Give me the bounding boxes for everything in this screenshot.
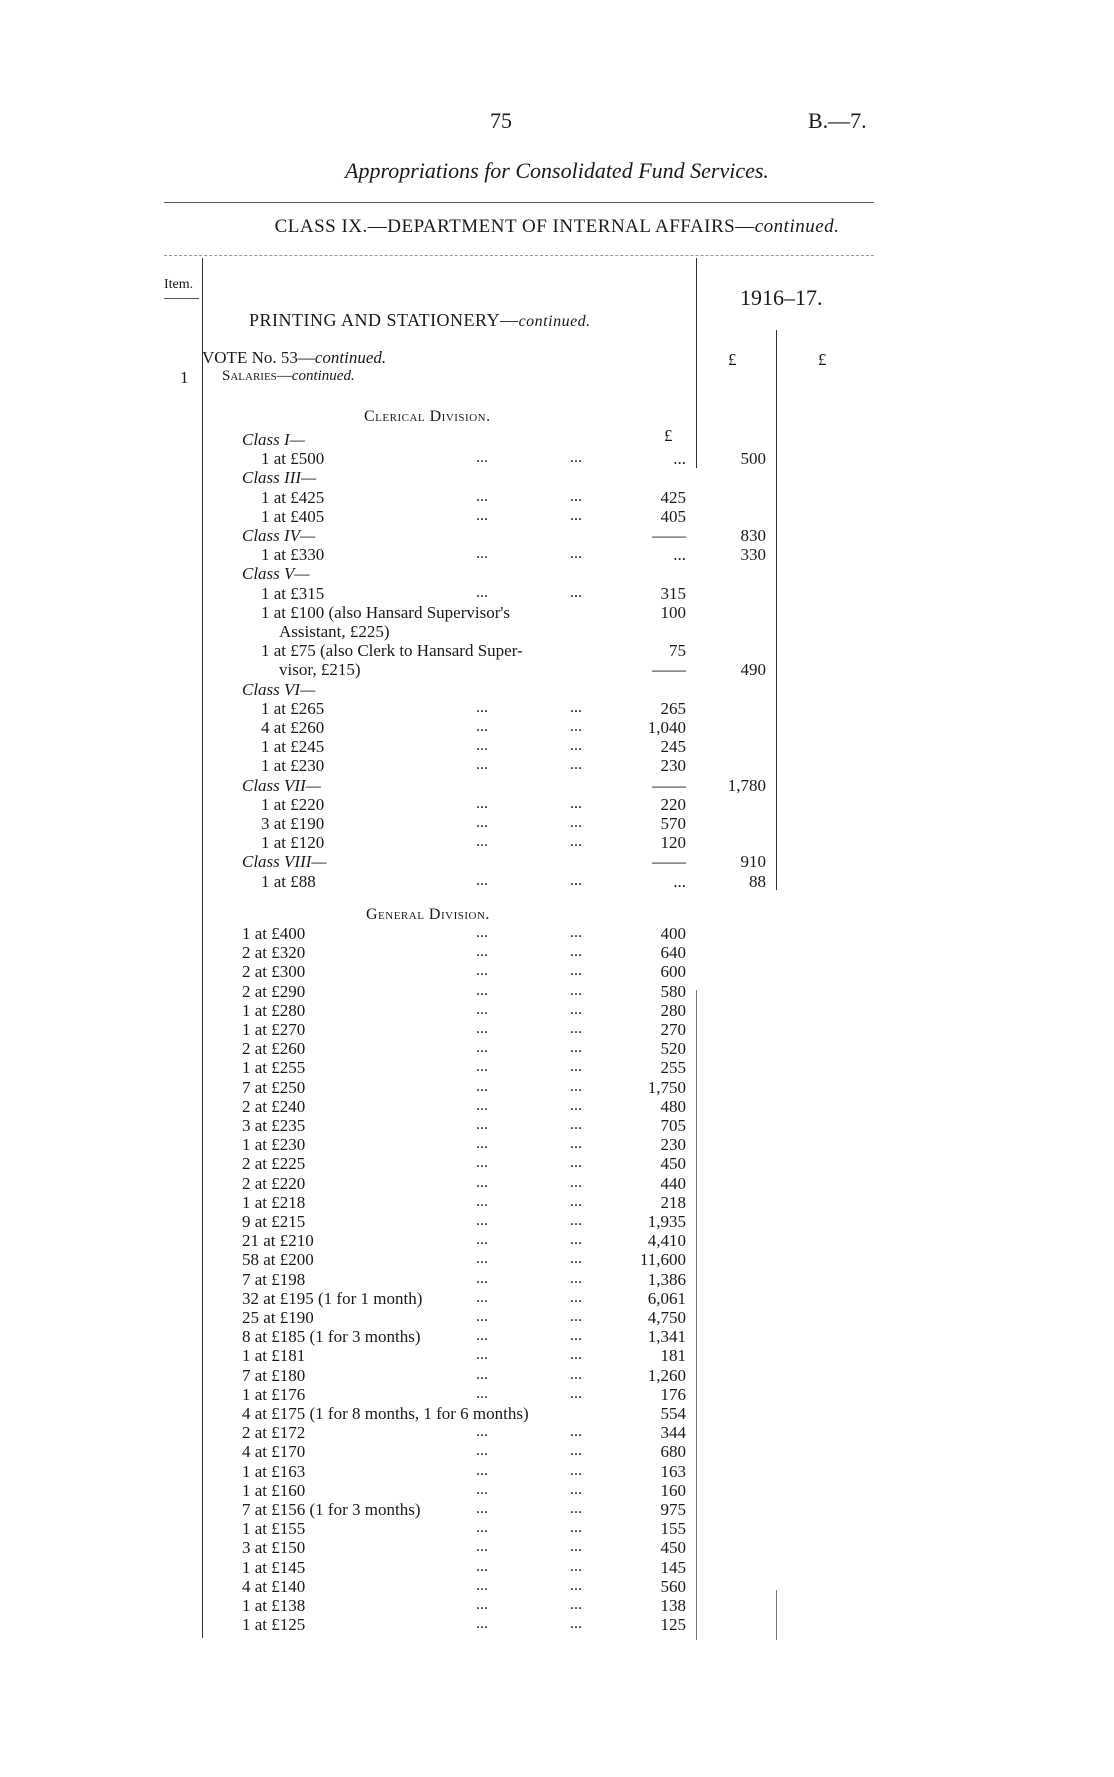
leader-dots: ... [476,1096,488,1114]
general-amount: 1,386 [647,1269,686,1289]
general-amount: 138 [660,1596,686,1615]
leader-dots: ... [570,1058,582,1076]
general-amount: 580 [660,981,686,1001]
clerical-subtotal: 330 [740,545,766,565]
leader-dots: ... [476,814,488,831]
leader-dots: ... [570,1327,582,1345]
vote-label-suffix: continued. [314,348,387,367]
clerical-division-title: Clerical Division. [364,408,491,425]
subheading-suffix: continued. [754,216,840,237]
leader-dots: ... [476,1327,488,1345]
leader-dots: ... [570,943,582,961]
general-row-label: 2 at £220 [242,1173,306,1193]
general-row-label: 8 at £185 (1 for 3 months) [242,1327,421,1347]
clerical-subtotal: 490 [740,660,766,680]
leader-dots: ... [476,449,488,467]
page-reference: B.—7. [808,108,867,133]
leader-dots: ... [476,1519,488,1537]
leader-dots: ... [476,1154,488,1172]
leader-dots: ... [476,1269,488,1287]
general-amount: 181 [660,1346,686,1366]
general-row-label: 1 at £181 [242,1346,306,1366]
clerical-amount: 1,040 [647,718,686,737]
section-title-main: PRINTING AND STATIONERY— [249,310,519,330]
general-row-label: 3 at £235 [242,1116,306,1135]
leader-dots: ... [476,487,488,505]
clerical-row-label: 1 at £75 (also Clerk to Hansard Super- [261,641,523,661]
clerical-subtotal: 500 [740,449,766,469]
general-amount: 270 [660,1020,686,1039]
general-row-label: 4 at £140 [242,1576,306,1596]
general-row-label: 2 at £240 [242,1096,306,1116]
general-row-label: 4 at £175 (1 for 8 months, 1 for 6 months) [242,1404,529,1423]
leader-dots: ... [570,1250,582,1268]
leader-dots: ... [570,1231,582,1249]
leader-dots: ... [570,871,582,889]
clerical-amount: ... [673,871,686,891]
leader-dots: ... [476,924,488,941]
leader-dots: ... [570,1423,582,1441]
clerical-amount: 405 [660,506,686,526]
general-amount: 450 [660,1538,686,1558]
clerical-row-label: 3 at £190 [261,814,325,833]
clerical-amount: —— [652,852,686,872]
leader-dots: ... [570,1346,582,1364]
general-amount: 1,750 [647,1077,686,1097]
clerical-row-label: Class III— [242,468,317,488]
item-header-rule [164,298,199,299]
clerical-row-label: 1 at £100 (also Hansard Supervisor's [261,602,511,622]
leader-dots: ... [476,1596,488,1613]
clerical-amount: —— [652,526,686,545]
general-row-label: 58 at £200 [242,1250,314,1270]
leader-dots: ... [476,506,488,524]
subheading-rule [164,255,874,256]
leader-dots: ... [570,756,582,774]
year-column-rule-lower [776,1590,777,1640]
general-amount: 560 [660,1576,686,1596]
leader-dots: ... [476,1423,488,1441]
general-amount: 176 [660,1384,686,1404]
leader-dots: ... [476,698,488,716]
general-row-label: 1 at £218 [242,1192,306,1212]
leader-dots: ... [570,1154,582,1172]
leader-dots: ... [570,981,582,999]
leader-dots: ... [570,698,582,716]
leader-dots: ... [476,1365,488,1383]
general-row-label: 1 at £270 [242,1020,306,1039]
clerical-row-label: Class VI— [242,679,316,699]
leader-dots: ... [476,1480,488,1498]
clerical-amount: 75 [669,641,686,661]
clerical-row-label: 1 at £265 [261,698,325,718]
clerical-amount: 425 [660,487,686,507]
leader-dots: ... [476,1135,488,1153]
leader-dots: ... [570,1442,582,1460]
general-row-label: 25 at £190 [242,1308,314,1327]
leader-dots: ... [570,1135,582,1153]
leader-dots: ... [476,1250,488,1268]
leader-dots: ... [476,1500,488,1517]
salaries-label-main: Salaries— [222,368,292,384]
clerical-amount: ... [673,449,686,469]
leader-dots: ... [570,1116,582,1133]
leader-dots: ... [476,981,488,999]
leader-dots: ... [476,545,488,563]
clerical-amount: 230 [660,756,686,776]
general-amount: 145 [660,1557,686,1577]
leader-dots: ... [476,871,488,889]
leader-dots: ... [476,1288,488,1306]
subtotal-column-rule [696,258,697,468]
leader-dots: ... [476,1039,488,1057]
general-amount: 554 [660,1404,686,1423]
general-row-label: 1 at £138 [242,1596,306,1615]
clerical-subtotal: 88 [749,871,766,891]
clerical-amount: —— [652,660,686,680]
leader-dots: ... [476,1461,488,1479]
leader-dots: ... [570,1308,582,1325]
leader-dots: ... [476,1576,488,1594]
general-amount: 680 [660,1442,686,1462]
clerical-row-label: 1 at £88 [261,871,316,891]
general-row-label: 32 at £195 (1 for 1 month) [242,1288,423,1308]
section-title-suffix: continued. [518,313,591,330]
general-row-label: 9 at £215 [242,1212,306,1231]
leader-dots: ... [570,1461,582,1479]
leader-dots: ... [570,1365,582,1383]
leader-dots: ... [570,1269,582,1287]
leader-dots: ... [570,924,582,941]
general-row-label: 7 at £156 (1 for 3 months) [242,1500,421,1519]
general-amount: 160 [660,1480,686,1500]
leader-dots: ... [570,1173,582,1191]
general-amount: 1,935 [647,1212,686,1231]
general-row-label: 2 at £320 [242,943,306,963]
leader-dots: ... [476,1212,488,1229]
leader-dots: ... [476,1384,488,1402]
leader-dots: ... [570,1288,582,1306]
leader-dots: ... [570,487,582,505]
general-row-label: 1 at £155 [242,1519,306,1539]
leader-dots: ... [476,943,488,961]
leader-dots: ... [476,1000,488,1018]
leader-dots: ... [570,583,582,601]
clerical-row-label: Class VII— [242,775,321,795]
general-row-label: 1 at £230 [242,1135,306,1155]
leader-dots: ... [476,1442,488,1460]
general-amount: 440 [660,1173,686,1193]
general-amount: 1,341 [647,1327,686,1347]
general-row-label: 1 at £145 [242,1557,306,1577]
clerical-row-label: 1 at £315 [261,583,325,603]
year-column-rule [776,330,777,890]
general-amount: 975 [660,1500,686,1519]
leader-dots: ... [570,1192,582,1210]
clerical-row-label: 1 at £220 [261,794,325,814]
clerical-amount: 220 [660,794,686,814]
year-column-header: 1916–17. [740,285,823,310]
general-amount: 4,410 [647,1231,686,1251]
clerical-row-label: visor, £215) [279,660,361,680]
clerical-row-label: Assistant, £225) [279,622,390,641]
leader-dots: ... [570,1519,582,1537]
general-row-label: 7 at £180 [242,1365,306,1385]
general-amount: 11,600 [639,1250,686,1270]
general-division-title: General Division. [366,906,490,923]
general-row-label: 1 at £160 [242,1480,306,1500]
heading-rule [164,202,874,203]
clerical-row-label: 1 at £500 [261,449,325,469]
clerical-row-label: 1 at £330 [261,545,325,565]
general-row-label: 21 at £210 [242,1231,314,1251]
general-row-label: 1 at £163 [242,1461,306,1481]
item-number: 1 [180,368,189,387]
leader-dots: ... [570,1557,582,1575]
general-row-label: 1 at £280 [242,1000,306,1020]
left-column-rule [202,258,203,1638]
clerical-row-label: Class V— [242,564,310,584]
clerical-row-label: 1 at £425 [261,487,325,507]
clerical-amount: 120 [660,833,686,853]
general-amount: 640 [660,943,686,963]
leader-dots: ... [476,718,488,735]
clerical-amount: 100 [660,602,686,622]
leader-dots: ... [476,1346,488,1364]
general-amount: 450 [660,1154,686,1174]
subheading-main: CLASS IX.—DEPARTMENT OF INTERNAL AFFAIRS— [274,216,755,237]
clerical-currency: £ [664,426,673,445]
leader-dots: ... [570,1000,582,1018]
page-number: 75 [490,108,512,133]
general-row-label: 1 at £255 [242,1058,306,1078]
clerical-row-label: Class VIII— [242,852,327,872]
general-amount: 1,260 [647,1365,686,1385]
leader-dots: ... [476,1020,488,1037]
leader-dots: ... [570,794,582,812]
general-row-label: 7 at £198 [242,1269,306,1289]
leader-dots: ... [570,1096,582,1114]
vote-label-main: VOTE No. 53— [202,348,315,367]
leader-dots: ... [476,1538,488,1556]
clerical-amount: ... [673,545,686,565]
leader-dots: ... [570,1576,582,1594]
general-amount: 6,061 [647,1288,686,1308]
general-amount: 163 [660,1461,686,1481]
general-amount: 705 [660,1116,686,1135]
leader-dots: ... [476,1615,488,1633]
leader-dots: ... [570,814,582,831]
general-row-label: 2 at £260 [242,1039,306,1059]
leader-dots: ... [476,583,488,601]
general-amount: 255 [660,1058,686,1078]
clerical-amount: 315 [660,583,686,603]
page-heading: Appropriations for Consolidated Fund Services. [345,158,769,183]
leader-dots: ... [476,962,488,980]
leader-dots: ... [476,737,488,755]
clerical-subtotal: 910 [740,852,766,872]
clerical-row-label: 1 at £405 [261,506,325,526]
general-amount: 218 [660,1192,686,1212]
leader-dots: ... [476,1173,488,1191]
leader-dots: ... [476,1557,488,1575]
general-amount: 125 [660,1615,686,1635]
general-row-label: 2 at £172 [242,1423,306,1443]
clerical-subtotal: 1,780 [727,775,766,795]
leader-dots: ... [570,1596,582,1613]
leader-dots: ... [570,1500,582,1517]
clerical-amount: —— [652,775,686,795]
leader-dots: ... [476,794,488,812]
leader-dots: ... [570,737,582,755]
general-row-label: 2 at £225 [242,1154,306,1174]
general-row-label: 3 at £150 [242,1538,306,1558]
vote-label [202,348,386,368]
clerical-row-label: 1 at £120 [261,833,325,853]
clerical-row-label: Class IV— [242,526,316,545]
clerical-row-label: 4 at £260 [261,718,325,737]
leader-dots: ... [476,1058,488,1076]
leader-dots: ... [570,506,582,524]
currency-col1: £ [728,350,737,369]
clerical-row-label: 1 at £245 [261,737,325,757]
leader-dots: ... [476,1077,488,1095]
clerical-amount: 570 [660,814,686,833]
general-row-label: 2 at £300 [242,962,306,982]
general-amount: 230 [660,1135,686,1155]
clerical-subtotal: 830 [740,526,766,545]
general-amount: 4,750 [647,1308,686,1327]
clerical-amount: 245 [660,737,686,757]
leader-dots: ... [476,833,488,851]
item-column-header: Item. [164,277,194,292]
general-amount: 480 [660,1096,686,1116]
general-amount: 280 [660,1000,686,1020]
subtotal-column-rule-lower [696,990,697,1640]
leader-dots: ... [570,1039,582,1057]
leader-dots: ... [570,833,582,851]
clerical-row-label: Class I— [242,430,305,449]
general-row-label: 4 at £170 [242,1442,306,1462]
leader-dots: ... [570,449,582,467]
salaries-label [222,368,355,385]
leader-dots: ... [476,1231,488,1249]
general-row-label: 1 at £400 [242,924,306,943]
currency-col2: £ [818,350,827,369]
section-title [249,310,591,331]
leader-dots: ... [570,1020,582,1037]
general-amount: 155 [660,1519,686,1539]
clerical-amount: 265 [660,698,686,718]
leader-dots: ... [570,1538,582,1556]
general-amount: 400 [660,924,686,943]
salaries-label-suffix: continued. [291,368,355,384]
leader-dots: ... [476,756,488,774]
leader-dots: ... [570,1480,582,1498]
general-row-label: 7 at £250 [242,1077,306,1097]
general-amount: 344 [660,1423,686,1443]
leader-dots: ... [476,1116,488,1133]
leader-dots: ... [570,718,582,735]
general-row-label: 1 at £125 [242,1615,306,1635]
clerical-row-label: 1 at £230 [261,756,325,776]
leader-dots: ... [476,1192,488,1210]
leader-dots: ... [570,1615,582,1633]
leader-dots: ... [570,1077,582,1095]
general-amount: 520 [660,1039,686,1059]
leader-dots: ... [570,1384,582,1402]
general-row-label: 2 at £290 [242,981,306,1001]
leader-dots: ... [476,1308,488,1325]
leader-dots: ... [570,1212,582,1229]
leader-dots: ... [570,545,582,563]
general-row-label: 1 at £176 [242,1384,306,1404]
general-amount: 600 [660,962,686,982]
leader-dots: ... [570,962,582,980]
department-subheading [0,216,1114,238]
